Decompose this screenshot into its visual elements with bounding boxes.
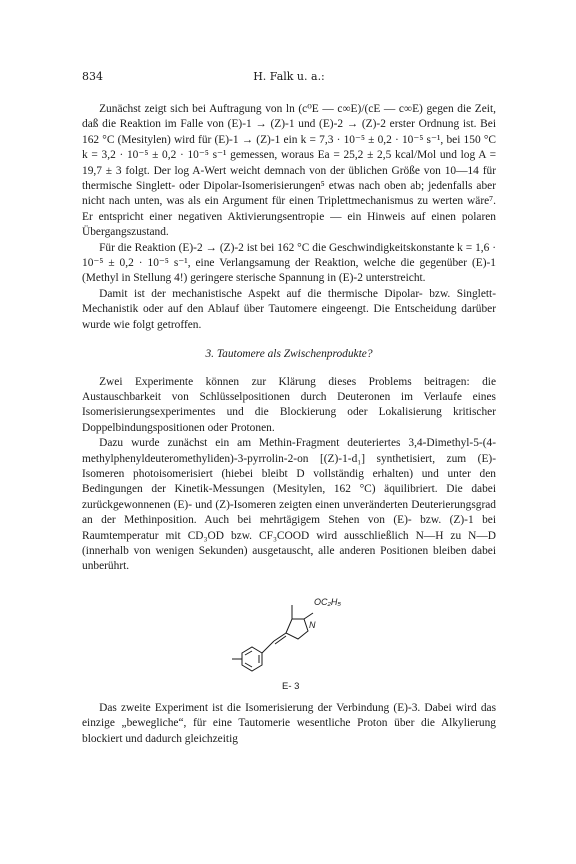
paragraph: Damit ist der mechanistische Aspekt auf die thermische Dipolar- bzw. Singlett-Mechanistik oder auf den Ablauf über Tautomere eingeengt. Die Entscheidung darüber wurde wie folgt getroffen.: [82, 287, 496, 331]
paragraph: Dazu wurde zunächst ein am Methin-Fragment deuteriertes 3,4-Dimethyl-5-(4-methylphenyldeuteromethyliden)-3-pyrrolin-2-on [(Z)-1-d₁] synthetisiert, zum (E)-Isomeren photoisomerisiert (hiebei bleibt D vollständig erhalten) und unter den Bedingungen der Kinetik-Messungen (Mesitylen, 162 °C) äquilibriert. Die dabei zurückgewonnenen (E)- und (Z)-Isomeren zeigten einen unveränderten Deuterierungsgrad an der Methinposition. Auch bei mehrtägigem Stehen von (E)- bzw. (Z)-1 bei Raumtemperatur mit CD₃OD bzw. CF₃COOD wird ausschließlich N—H zu N—D (innerhalb von wenigen Sekunden) ausgetauscht, alle anderen Positionen bleiben dabei unberührt.: [82, 437, 496, 573]
substituent-label: OC₂H₅: [314, 596, 342, 607]
pyrrole-ring: [286, 619, 308, 639]
paragraph: Zunächst zeigt sich bei Auftragung von ln (c⁰E — c∞E)/(cE — c∞E) gegen die Zeit, daß die Reaktion im Falle von (E)-1 → (Z)-1 und (E)-2 → (Z)-2 erster Ordnung ist. Bei 162 °C (Mesitylen) wird für (E)-1 → (Z)-1 ein k = 7,3 · 10⁻⁵ ± 0,2 · 10⁻⁵ s⁻¹, bei 150 °C k = 3,2 · 10⁻⁵ ± 0,2 · 10⁻⁵ s⁻¹ gemessen, woraus Ea = 25,2 ± 2,5 kcal/Mol und log A = 19,7 ± 3 folgt. Der log A-Wert weicht demnach von der üblichen Größe von 10—14 für thermische Singlett- oder Dipolar-Isomerisierungen⁵ etwas nach oben ab; jedenfalls aber nicht nach unten, was als ein Argument für einen Triplettmechanismus zu werten wäre⁷. Er entspricht einer negativen Aktivierungsentropie — ein Hinweis auf einen polaren Übergangszustand.: [82, 103, 496, 239]
body-text: [82, 102, 496, 747]
paragraph: Das zweite Experiment ist die Isomerisierung der Verbindung (E)-3. Dabei wird das einzige „bewegliche“, für eine Tautomerie wesentliche Proton über die Alkylierung blockiert und dadurch gleichzeitig: [82, 701, 496, 745]
paragraph: Für die Reaktion (E)-2 → (Z)-2 ist bei 162 °C die Geschwindigkeitskonstante k = 1,6 · 10⁻⁵ ± 0,2 · 10⁻⁵ s⁻¹, eine Verlangsamung der Reaktion, welche die gegenüber (E)-1 (Methyl in Stellung 4!) geringere sterische Spannung in (E)-2 unterstreicht.: [82, 241, 496, 285]
compound-label: E- 3: [282, 680, 300, 692]
page-header: [82, 70, 496, 84]
page-number: 834: [82, 70, 103, 83]
section-title: 3. Tautomere als Zwischenprodukte?: [205, 348, 373, 361]
paragraph: Zwei Experimente können zur Klärung dieses Problems beitragen: die Austauschbarkeit von Schlüsselpositionen durch Deuteronen im Verlaufe eines Isomerisierungsexperimentes und die Blockierung oder Lokalisierung kritischer Doppelbindungspositionen oder Protonen.: [82, 375, 496, 434]
running-title: H. Falk u. a.:: [253, 70, 325, 83]
ring-atom-label: N: [309, 619, 316, 630]
chemical-structure-figure: [82, 585, 496, 695]
